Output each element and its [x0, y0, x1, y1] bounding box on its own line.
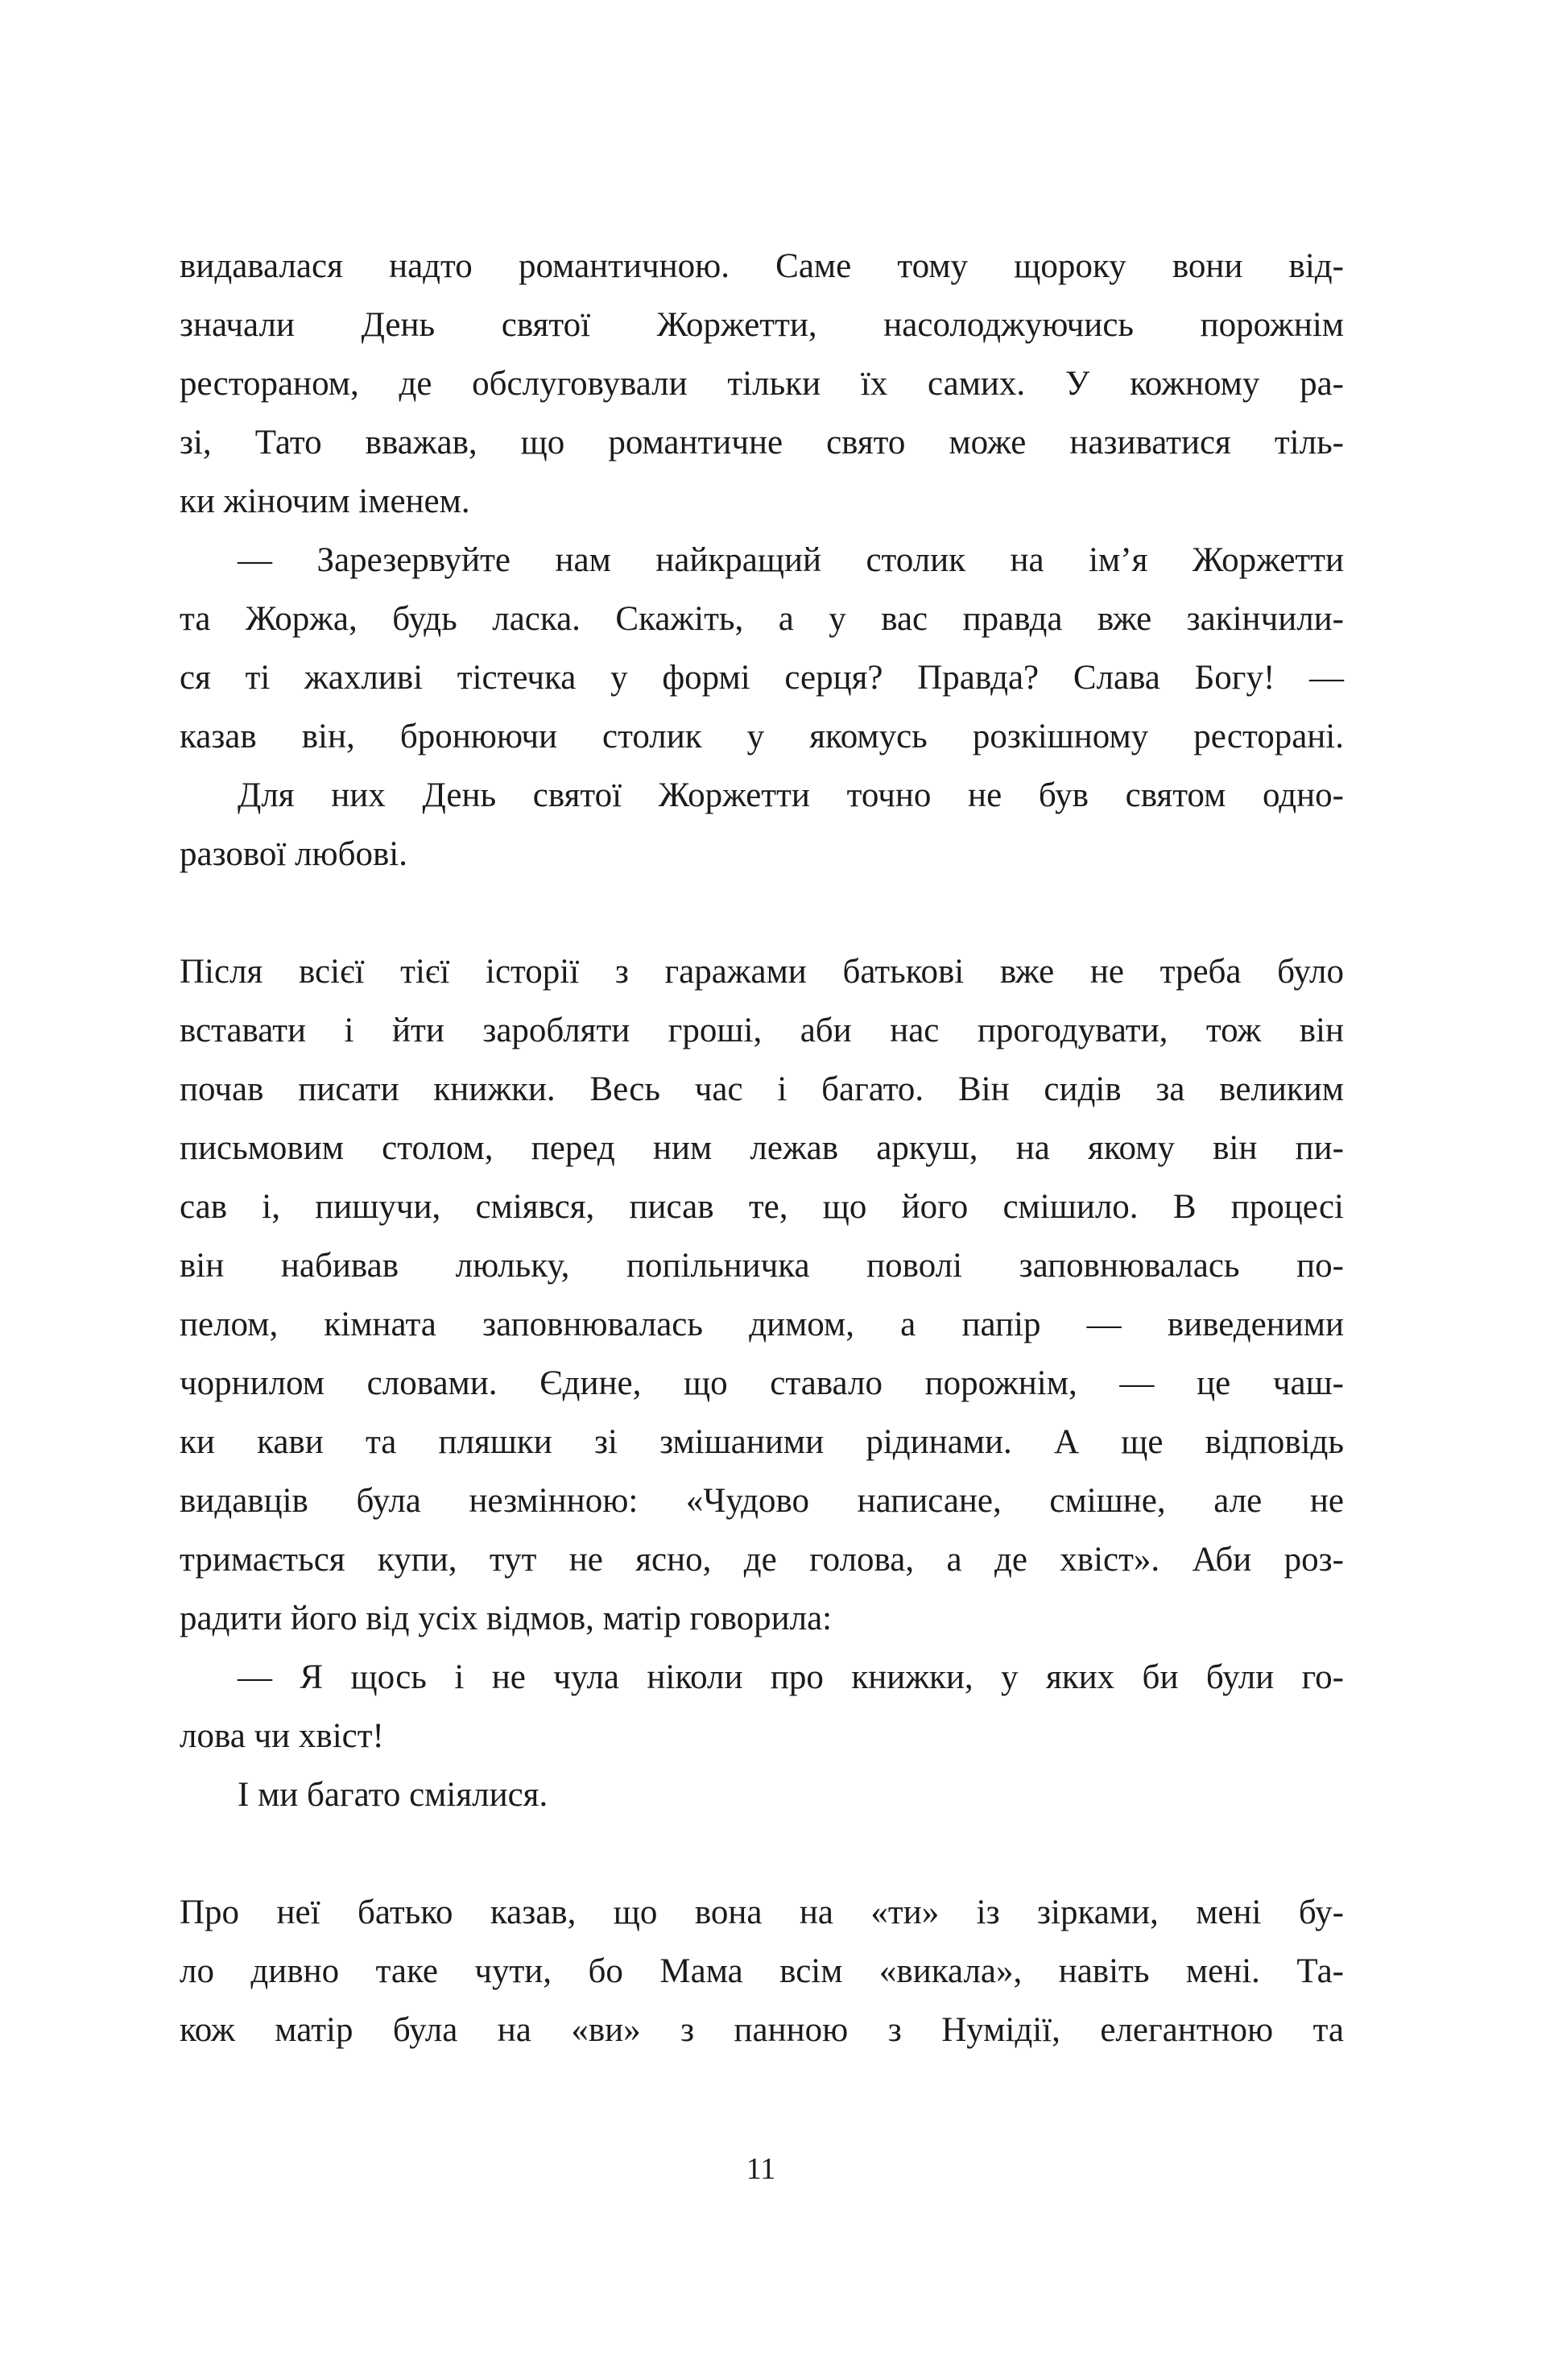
dialogue-line: — Зарезервуйте нам найкращий столик на ім’я Жоржетти [238, 541, 1344, 579]
text-line: письмовим столом, перед ним лежав аркуш, на якому він пи- [180, 1129, 1344, 1167]
text-line: сав і, пишучи, сміявся, писав те, що його смішило. В процесі [180, 1188, 1344, 1226]
body-text [180, 237, 1344, 2059]
text-line: І ми багато сміялися. [238, 1776, 548, 1814]
text-line: разової любові. [180, 835, 407, 873]
text-line: та Жоржа, будь ласка. Скажіть, а у вас правда вже закінчили- [180, 600, 1344, 638]
text-line: рестораном, де обслуговували тільки їх самих. У кожному ра- [180, 365, 1344, 403]
text-line: чорнилом словами. Єдине, що ставало порожнім, — це чаш- [180, 1364, 1344, 1402]
text-line: видавців була незмінною: «Чудово написане, смішне, але не [180, 1482, 1344, 1520]
text-line: вставати і йти заробляти гроші, аби нас прогодувати, тож він [180, 1012, 1344, 1049]
text-line: тримається купи, тут не ясно, де голова, а де хвіст». Аби роз- [180, 1541, 1344, 1579]
text-line: Про неї батько казав, що вона на «ти» із зірками, мені бу- [180, 1894, 1344, 1931]
section-break [180, 884, 1344, 942]
text-line: значали День святої Жоржетти, насолоджуючись порожнім [180, 306, 1344, 344]
page-number: 11 [746, 2152, 776, 2186]
text-line: ло дивно таке чути, бо Мама всім «викала», навіть мені. Та- [180, 1952, 1344, 1990]
text-line: він набивав люльку, попільничка поволі заповнювалась по- [180, 1247, 1344, 1285]
text-line: видавалася надто романтичною. Саме тому щороку вони від- [180, 247, 1344, 285]
section-break [180, 1824, 1344, 1883]
text-line: лова чи хвіст! [180, 1717, 384, 1755]
text-line: Для них День святої Жоржетти точно не був святом одно- [238, 776, 1344, 814]
text-line: казав він, бронюючи столик у якомусь розкішному ресторані. [180, 718, 1344, 755]
text-line: ки жіночим іменем. [180, 482, 470, 520]
dialogue-line: — Я щось і не чула ніколи про книжки, у яких би були го- [238, 1658, 1344, 1696]
text-line: кож матір була на «ви» з панною з Нумідії, елегантною та [180, 2011, 1344, 2049]
text-line: зі, Тато вважав, що романтичне свято може називатися тіль- [180, 424, 1344, 462]
text-line: Після всієї тієї історії з гаражами батькові вже не треба було [180, 953, 1344, 991]
text-line: почав писати книжки. Весь час і багато. Він сидів за великим [180, 1070, 1344, 1108]
text-line: пелом, кімната заповнювалась димом, а папір — виведеними [180, 1306, 1344, 1343]
text-line: ки кави та пляшки зі змішаними рідинами. А ще відповідь [180, 1423, 1344, 1461]
text-line: ся ті жахливі тістечка у формі серця? Правда? Слава Богу! — [180, 659, 1344, 697]
text-line: радити його від усіх відмов, матір говорила: [180, 1600, 833, 1637]
